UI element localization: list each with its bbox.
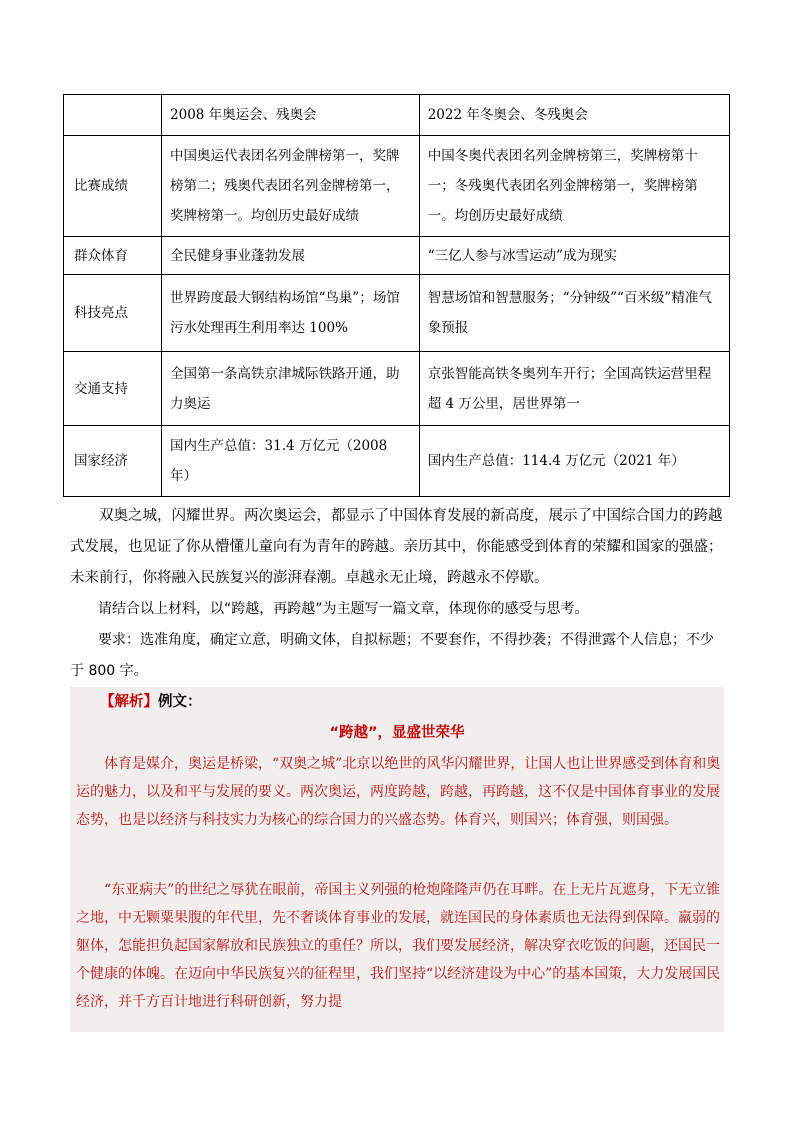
table-header-row [64,95,730,136]
analysis-bracket-label: 【解析】 [100,694,158,710]
cell-2022: 中国冬奥代表团名列金牌榜第三，奖牌榜第十一；冬残奥代表团名列金牌榜第一，奖牌榜第一。均创历史最好成绩 [419,136,729,237]
row-label: 群众体育 [64,237,162,275]
table-row [64,237,730,275]
cell-2022: 智慧场馆和智慧服务；“分钟级”“百米级”精准气象预报 [419,275,729,352]
essay-paragraph: 体育是媒介，奥运是桥梁，“双奥之城”北京以绝世的风华闪耀世界，让国人也让世界感受到体育和奥运的魅力，以及和平与发展的要义。两次奥运，两度跨越，跨越，再跨越，这不仅是中国体育事业的发展态势，也是以经济与科技实力为核心的综合国力的兴盛态势。体育兴，则国兴；体育强，则国强。 [76,756,721,828]
cell-2008: 全民健身事业蓬勃发展 [162,237,420,275]
header-cell-2008: 2008 年奥运会、残奥会 [162,95,420,136]
cell-2022: 国内生产总值：114.4 万亿元（2021 年） [419,426,729,497]
analysis-label [100,689,202,715]
table-row [64,426,730,497]
row-label: 交通支持 [64,352,162,426]
row-label: 国家经济 [64,426,162,497]
table-row [64,275,730,352]
writing-instruction: 请结合以上材料，以“跨越，再跨越”为主题写一篇文章，体现你的感受与思考。 [98,601,589,617]
cell-2008: 全国第一条高铁京津城际铁路开通，助力奥运 [162,352,420,426]
cell-2008: 国内生产总值：31.4 万亿元（2008 年） [162,426,420,497]
cell-2022: “三亿人参与冰雪运动”成为现实 [419,237,729,275]
comparison-table [63,94,730,497]
essay-paragraph: “东亚病夫”的世纪之辱犹在眼前，帝国主义列强的枪炮隆隆声仍在耳畔。在上无片瓦遮身，下无立锥之地，中无颗粟果腹的年代里，先不奢谈体育事业的发展，就连国民的身体素质也无法得到保障。羸弱的躯体，怎能担负起国家解放和民族独立的重任？所以，我们要发展经济，解决穿衣吃饭的问题，还国民一个健康的体魄。在迈向中华民族复兴的征程里，我们坚持“以经济建设为中心”的基本国策，大力发展国民经济，并千方百计地进行科研创新，努力提 [76,882,721,1010]
example-label: 例文： [158,694,202,710]
row-label: 比赛成绩 [64,136,162,237]
cell-2022: 京张智能高铁冬奥列车开行；全国高铁运营里程超 4 万公里，居世界第一 [419,352,729,426]
cell-2008: 世界跨度最大钢结构场馆“鸟巢”；场馆污水处理再生利用率达 100% [162,275,420,352]
material-passage: 双奥之城，闪耀世界。两次奥运会，都显示了中国体育发展的新高度，展示了中国综合国力的跨越式发展，也见证了你从懵懂儿童向有为青年的跨越。亲历其中，你能感受到体育的荣耀和国家的强盛；未来前行，你将融入民族复兴的澎湃春潮。卓越永无止境，跨越永不停歇。 [70,508,723,586]
table-row [64,352,730,426]
row-label: 科技亮点 [64,275,162,352]
writing-requirement: 要求：选准角度，确定立意，明确文体，自拟标题；不要套作，不得抄袭；不得泄露个人信息；不少于 800 字。 [70,632,714,679]
table-row [64,136,730,237]
header-cell-empty [64,95,162,136]
essay-title: “跨越”，显盛世荣华 [329,725,465,741]
cell-2008: 中国奥运代表团名列金牌榜第一，奖牌榜第二；残奥代表团名列金牌榜第一，奖牌榜第一。均创历史最好成绩 [162,136,420,237]
header-cell-2022: 2022 年冬奥会、冬残奥会 [419,95,729,136]
